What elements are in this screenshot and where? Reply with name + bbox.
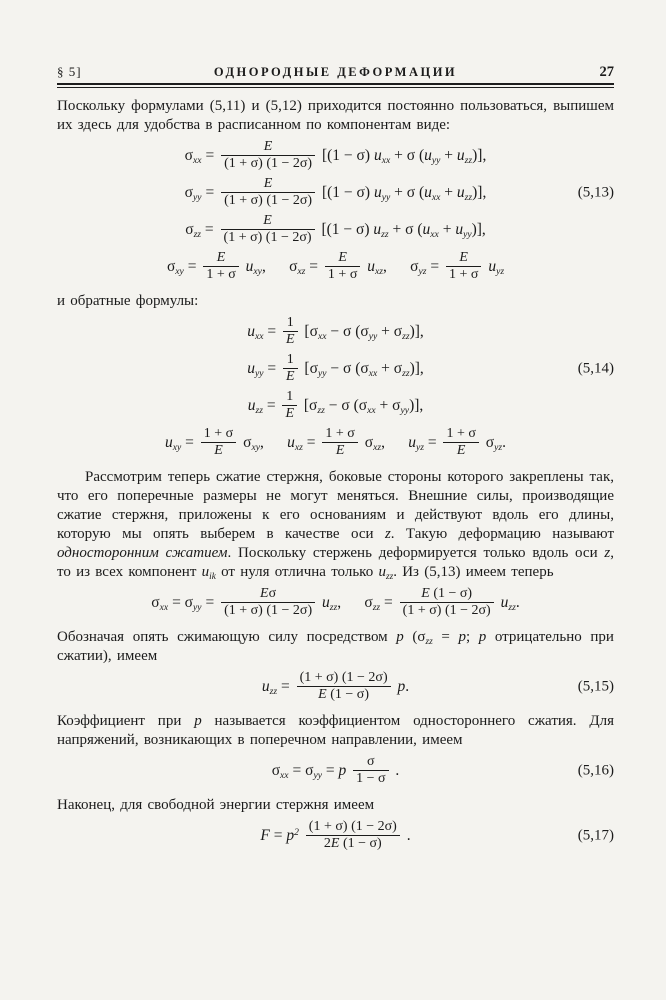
- fraction: $\frac{E}{(1 + \sigma) (1 - 2\sigma)}$: [221, 213, 315, 246]
- fraction: $\frac{E}{1 + \sigma}$: [325, 250, 360, 283]
- math-text: $u_{zz}$.: [500, 593, 520, 613]
- equation-label-5-13: (5,13): [577, 184, 614, 200]
- math-text: $\sigma_{zz}$ =: [185, 220, 218, 240]
- math-text: $u_{xy}$, $\sigma_{xz}$ =: [245, 257, 322, 277]
- paragraph-intro: Поскольку формулами (5,11) и (5,12) приходится постоянно пользоваться, выпишем их здесь для удобства в расписанном по компонентам виде:: [57, 98, 614, 133]
- equation-row: [57, 315, 614, 348]
- math-text: $\sigma_{xx} = \sigma_{yy}$ =: [151, 593, 219, 613]
- fraction: $\frac{E}{1 + \sigma}$: [203, 250, 238, 283]
- paragraph-free-energy: Наконец, для свободной энергии стержня имеем: [57, 797, 375, 813]
- page-number: 27: [599, 64, 614, 80]
- math-text: p.: [397, 677, 410, 695]
- math-text: $u_{xx}$ =: [247, 322, 280, 342]
- math-text: $\sigma_{xx} = \sigma_{yy} = p$: [271, 761, 347, 781]
- fraction: $\frac{E}{(1 + \sigma) (1 - 2\sigma)}$: [221, 176, 315, 209]
- math-text: $\sigma_{xx}$ =: [184, 146, 219, 166]
- fraction: $\frac{1}{E}$: [282, 389, 297, 422]
- equation-row: [57, 176, 614, 209]
- fraction: $\frac{1 + \sigma}{E}$: [322, 426, 357, 459]
- math-text: [(1 − σ) $u_{yy} + \sigma$ $(u_{xx} + u_{zz})$],: [318, 183, 487, 203]
- equation-row: [57, 670, 614, 703]
- equation-block-5-17: [57, 819, 614, 852]
- fraction: $\frac{E}{1 + \sigma}$: [446, 250, 481, 283]
- paragraph-coefficient: Коэффициент при p называется коэффициентом одностороннего сжатия. Для напряжений, возникающих в поперечном направлении, имеем: [57, 713, 614, 748]
- fraction: $\frac{1}{E}$: [283, 315, 298, 348]
- paragraph-compression: Рассмотрим теперь сжатие стержня, боковые стороны которого закреплены так, что его поперечные размеры не могут меняться. Внешние силы, производящие сжатие стержня, приложены к его основаниям и действуют вдоль его длины, которую мы опять выберем в качестве оси z. Такую деформацию называют односторонним сжатием. Поскольку стержень деформируется только вдоль оси z, то из всех компонент $u_{ik}$ от нуля отлична только $u_{zz}$. Из (5,13) имеем теперь: [57, 469, 614, 582]
- math-text: $u_{zz}$, $\sigma_{zz}$ =: [322, 593, 397, 613]
- math-text: .: [391, 761, 400, 779]
- fraction: $\frac{(1 + \sigma) (1 - 2\sigma)}{2E (1 - \sigma)}$: [306, 819, 400, 852]
- running-title: ОДНОРОДНЫЕ ДЕФОРМАЦИИ: [213, 65, 458, 79]
- math-text: $u_{zz}$ =: [261, 677, 294, 697]
- header-rule: [57, 83, 614, 88]
- equation-label-5-16: (5,16): [577, 762, 614, 778]
- math-text: $\sigma_{xy}$ =: [166, 257, 201, 277]
- math-text: .: [402, 826, 411, 844]
- math-text: $u_{xz}$, $\sigma_{yz}$ =: [367, 257, 443, 277]
- math-text: $u_{zz}$ =: [247, 396, 280, 416]
- equation-block-5-13: [57, 139, 614, 246]
- math-text: $\sigma_{xz}$, $u_{yz}$ =: [360, 433, 441, 453]
- math-text: $u_{yy}$ =: [247, 359, 280, 379]
- fraction: $\frac{E\sigma}{(1 + \sigma) (1 - 2\sigma)}$: [221, 586, 315, 619]
- equation-label-5-14: (5,14): [577, 360, 614, 376]
- section-marker: § 5]: [57, 64, 82, 79]
- fraction: $\frac{1 + \sigma}{E}$: [201, 426, 236, 459]
- fraction: $\frac{(1 + \sigma) (1 - 2\sigma)}{E (1 - \sigma)}$: [297, 670, 391, 703]
- math-text: [(1 − σ) $u_{xx} + \sigma$ $(u_{yy} + u_{zz})$],: [318, 146, 487, 166]
- inverse-formulas-intro: и обратные формулы:: [57, 293, 199, 309]
- equation-block-5-15: [57, 670, 614, 703]
- math-text: $\sigma_{yz}$.: [481, 433, 506, 453]
- fraction: $\frac{1}{E}$: [283, 352, 298, 385]
- fraction: $\frac{E}{(1 + \sigma) (1 - 2\sigma)}$: [221, 139, 315, 172]
- equation-row-uniaxial: [57, 586, 614, 619]
- equation-row: [57, 352, 614, 385]
- math-text: $F = p^2$: [260, 826, 299, 844]
- equation-label-5-15: (5,15): [577, 678, 614, 694]
- equation-row: [57, 213, 614, 246]
- math-text: $u_{yz}$: [488, 257, 505, 277]
- fraction: $\frac{\sigma}{1 - \sigma}$: [353, 754, 388, 787]
- equation-block-5-16: [57, 754, 614, 787]
- math-text: [$\sigma_{zz} - \sigma$ $(\sigma_{xx} + \sigma_{yy})$],: [300, 396, 424, 416]
- math-text: [$\sigma_{yy} - \sigma$ $(\sigma_{xx} + \sigma_{zz})$],: [300, 359, 424, 379]
- equation-row: [57, 389, 614, 422]
- math-text: [$\sigma_{xx} - \sigma$ $(\sigma_{yy} + \sigma_{zz})$],: [300, 322, 424, 342]
- equation-label-5-17: (5,17): [577, 827, 614, 843]
- fraction: $\frac{1 + \sigma}{E}$: [443, 426, 478, 459]
- equation-row-shear-stress: [57, 250, 614, 283]
- math-text: [(1 − σ) $u_{zz} + \sigma$ $(u_{xx} + u_{yy})$],: [317, 220, 486, 240]
- fraction: $\frac{E (1 - \sigma)}{(1 + \sigma) (1 - 2\sigma)}$: [400, 586, 494, 619]
- paragraph-pressure: Обозначая опять сжимающую силу посредством p ($\sigma_{zz} = p$; p отрицательно при сжатии), имеем: [57, 629, 614, 664]
- equation-row: [57, 819, 614, 852]
- math-text: $\sigma_{yy}$ =: [184, 183, 219, 203]
- equation-block-5-14: [57, 315, 614, 422]
- page-header: [57, 62, 614, 80]
- math-text: $u_{xy}$ =: [165, 433, 198, 453]
- equation-row: [57, 754, 614, 787]
- equation-row-shear-strain: [57, 426, 614, 459]
- math-text: $\sigma_{xy}$, $u_{xz}$ =: [239, 433, 320, 453]
- equation-row: [57, 139, 614, 172]
